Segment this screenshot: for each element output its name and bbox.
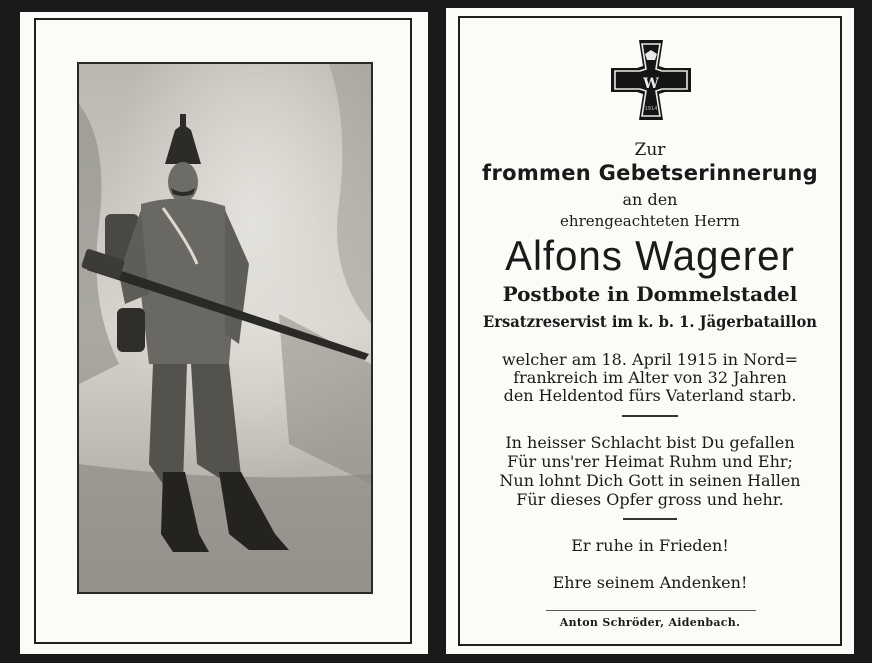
printer-divider <box>546 610 756 611</box>
verse-line: In heisser Schlacht bist Du gefallen <box>505 433 795 452</box>
deceased-name: Alfons Wagerer <box>505 232 795 279</box>
divider-rule <box>623 518 677 520</box>
rest-in-peace-text: Er ruhe in Frieden! <box>571 536 729 555</box>
emblem-letter: W <box>643 76 659 92</box>
death-text-line: den Heldentod fürs Vaterland starb. <box>503 386 797 405</box>
svg-text:1914: 1914 <box>644 106 658 112</box>
occupation-text: Postbote in Dommelstadel <box>502 282 798 306</box>
intro-text: Zur <box>634 140 666 160</box>
verse-line: Für dieses Opfer gross und hehr. <box>516 490 784 509</box>
death-text-line: welcher am 18. April 1915 in Nord= <box>501 350 799 369</box>
heading-text: frommen Gebetserinnerung <box>482 161 818 185</box>
divider-rule <box>622 415 678 417</box>
verse-line: Nun lohnt Dich Gott in seinen Hallen <box>499 471 801 490</box>
right-card <box>446 8 854 654</box>
soldier-portrait-photo <box>77 62 373 594</box>
death-text-line: frankreich im Alter von 32 Jahren <box>513 368 787 387</box>
verse-line: Für uns'rer Heimat Ruhm und Ehr; <box>507 452 793 471</box>
left-card <box>20 12 428 654</box>
honorific-text: ehrengeachteten Herrn <box>560 212 740 230</box>
rank-text: Ersatzreservist im k. b. 1. Jägerbataillon <box>482 312 817 331</box>
preposition-text: an den <box>622 190 678 209</box>
iron-cross-icon <box>609 38 693 122</box>
memory-text: Ehre seinem Andenken! <box>552 573 748 592</box>
printer-credit: Anton Schröder, Aidenbach. <box>559 616 741 629</box>
